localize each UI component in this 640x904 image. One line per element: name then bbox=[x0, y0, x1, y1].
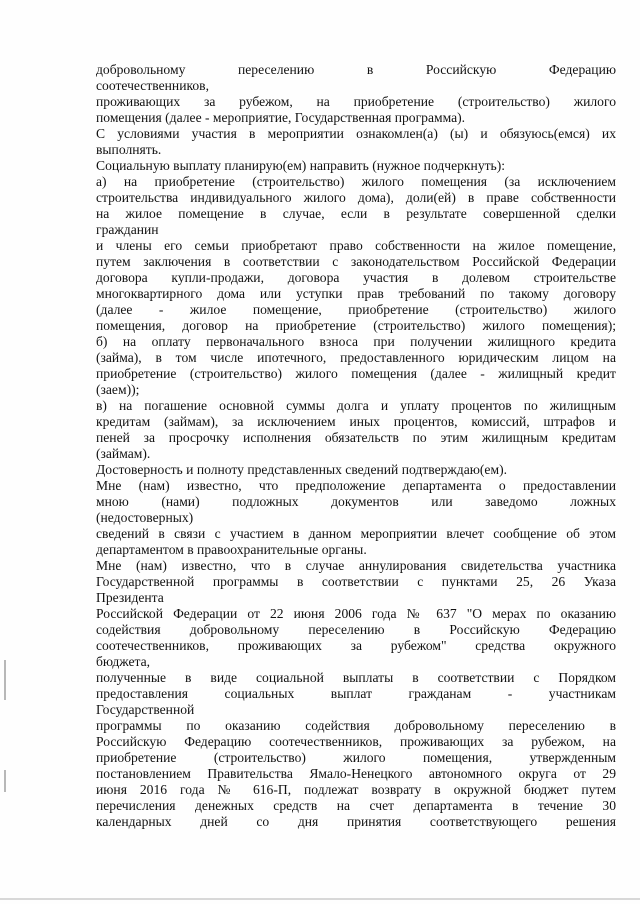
text-line: полученные в виде социальной выплаты в соответствии с Порядком bbox=[96, 670, 616, 685]
text-line: постановлением Правительства Ямало-Ненецкого автономного округа от 29 bbox=[96, 766, 616, 781]
text-line: Достоверность и полноту представленных сведений подтверждаю(ем). bbox=[96, 462, 507, 477]
text-line: проживающих за рубежом, на приобретение (строительство) жилого bbox=[96, 94, 616, 109]
text-line: (далее - жилое помещение, приобретение (строительство) жилого bbox=[96, 302, 616, 317]
text-line: путем заключения в соответствии с законодательством Российской Федерации bbox=[96, 254, 616, 269]
text-line: пеней за просрочку исполнения обязательств по этим жилищным кредитам bbox=[96, 430, 616, 445]
text-line: приобретение (строительство) жилого помещения (далее - жилищный кредит bbox=[96, 366, 616, 381]
text-line: сведений в связи с участием в данном мероприятии влечет сообщение об этом bbox=[96, 526, 616, 541]
text-line: Мне (нам) известно, что предположение департамента о предоставлении bbox=[96, 478, 616, 493]
text-line: кредитам (займам), за исключением иных процентов, комиссий, штрафов и bbox=[96, 414, 616, 429]
text-line: (займа), в том числе ипотечного, предоставленного юридическим лицом на bbox=[96, 350, 616, 365]
text-line: Социальную выплату планирую(ем) направить (нужное подчеркнуть): bbox=[96, 158, 506, 173]
text-line: добровольному переселению в Российскую Федерацию bbox=[96, 62, 616, 77]
text-line: многоквартирного дома или уступки прав требований по такому договору bbox=[96, 286, 616, 301]
text-line: выполнять. bbox=[96, 142, 162, 157]
text-line: Российскую Федерацию соотечественников, проживающих за рубежом, на bbox=[96, 734, 616, 749]
text-line: перечисления денежных средств на счет департамента в течение 30 bbox=[96, 798, 616, 813]
text-line: (недостоверных) bbox=[96, 510, 194, 525]
text-line: содействия добровольному переселению в Российскую Федерацию bbox=[96, 622, 616, 637]
text-line: и члены его семьи приобретают право собственности на жилое помещение, bbox=[96, 238, 616, 253]
text-line: строительства индивидуального жилого дома), доли(ей) в праве собственности bbox=[96, 190, 616, 205]
text-line: соотечественников, bbox=[96, 78, 209, 93]
text-line: договора купли-продажи, договора участия в долевом строительстве bbox=[96, 270, 616, 285]
text-line: приобретение (строительство) жилого помещения, утвержденным bbox=[96, 750, 616, 765]
text-line: департаментом в правоохранительные органы. bbox=[96, 542, 367, 557]
text-line: помещения, договор на приобретение (строительство) жилого помещения); bbox=[96, 318, 616, 333]
text-line: программы по оказанию содействия добровольному переселению в bbox=[96, 718, 616, 733]
text-line: б) на оплату первоначального взноса при получении жилищного кредита bbox=[96, 334, 616, 349]
text-line: (займам). bbox=[96, 446, 151, 461]
text-line: (заем)); bbox=[96, 382, 140, 397]
text-line: Президента bbox=[96, 590, 164, 605]
text-line: соотечественников, проживающих за рубежом" средства окружного bbox=[96, 638, 616, 653]
text-line: гражданин bbox=[96, 222, 159, 237]
text-line: Мне (нам) известно, что в случае аннулирования свидетельства участника bbox=[96, 558, 616, 573]
document-body bbox=[96, 62, 616, 830]
text-line: календарных дней со дня принятия соответствующего решения bbox=[96, 814, 616, 829]
text-line: предоставления социальных выплат гражданам - участникам bbox=[96, 686, 616, 701]
scan-edge-mark bbox=[4, 770, 6, 792]
text-line: в) на погашение основной суммы долга и уплату процентов по жилищным bbox=[96, 398, 616, 413]
scan-bottom-edge bbox=[0, 898, 640, 900]
text-line: мною (нами) подложных документов или заведомо ложных bbox=[96, 494, 616, 509]
text-line: С условиями участия в мероприятии ознакомлен(а) (ы) и обязуюсь(емся) их bbox=[96, 126, 616, 141]
text-line: на жилое помещение в случае, если в результате совершенной сделки bbox=[96, 206, 616, 221]
text-line: бюджета, bbox=[96, 654, 151, 669]
text-line: Российской Федерации от 22 июня 2006 года № 637 "О мерах по оказанию bbox=[96, 606, 616, 621]
text-line: а) на приобретение (строительство) жилого помещения (за исключением bbox=[96, 174, 616, 189]
text-line: июня 2016 года № 616-П, подлежат возврату в окружной бюджет путем bbox=[96, 782, 616, 797]
scan-edge-mark bbox=[4, 660, 6, 700]
text-line: помещения (далее - мероприятие, Государственная программа). bbox=[96, 110, 466, 125]
text-line: Государственной bbox=[96, 702, 195, 717]
text-line: Государственной программы в соответствии с пунктами 25, 26 Указа bbox=[96, 574, 616, 589]
